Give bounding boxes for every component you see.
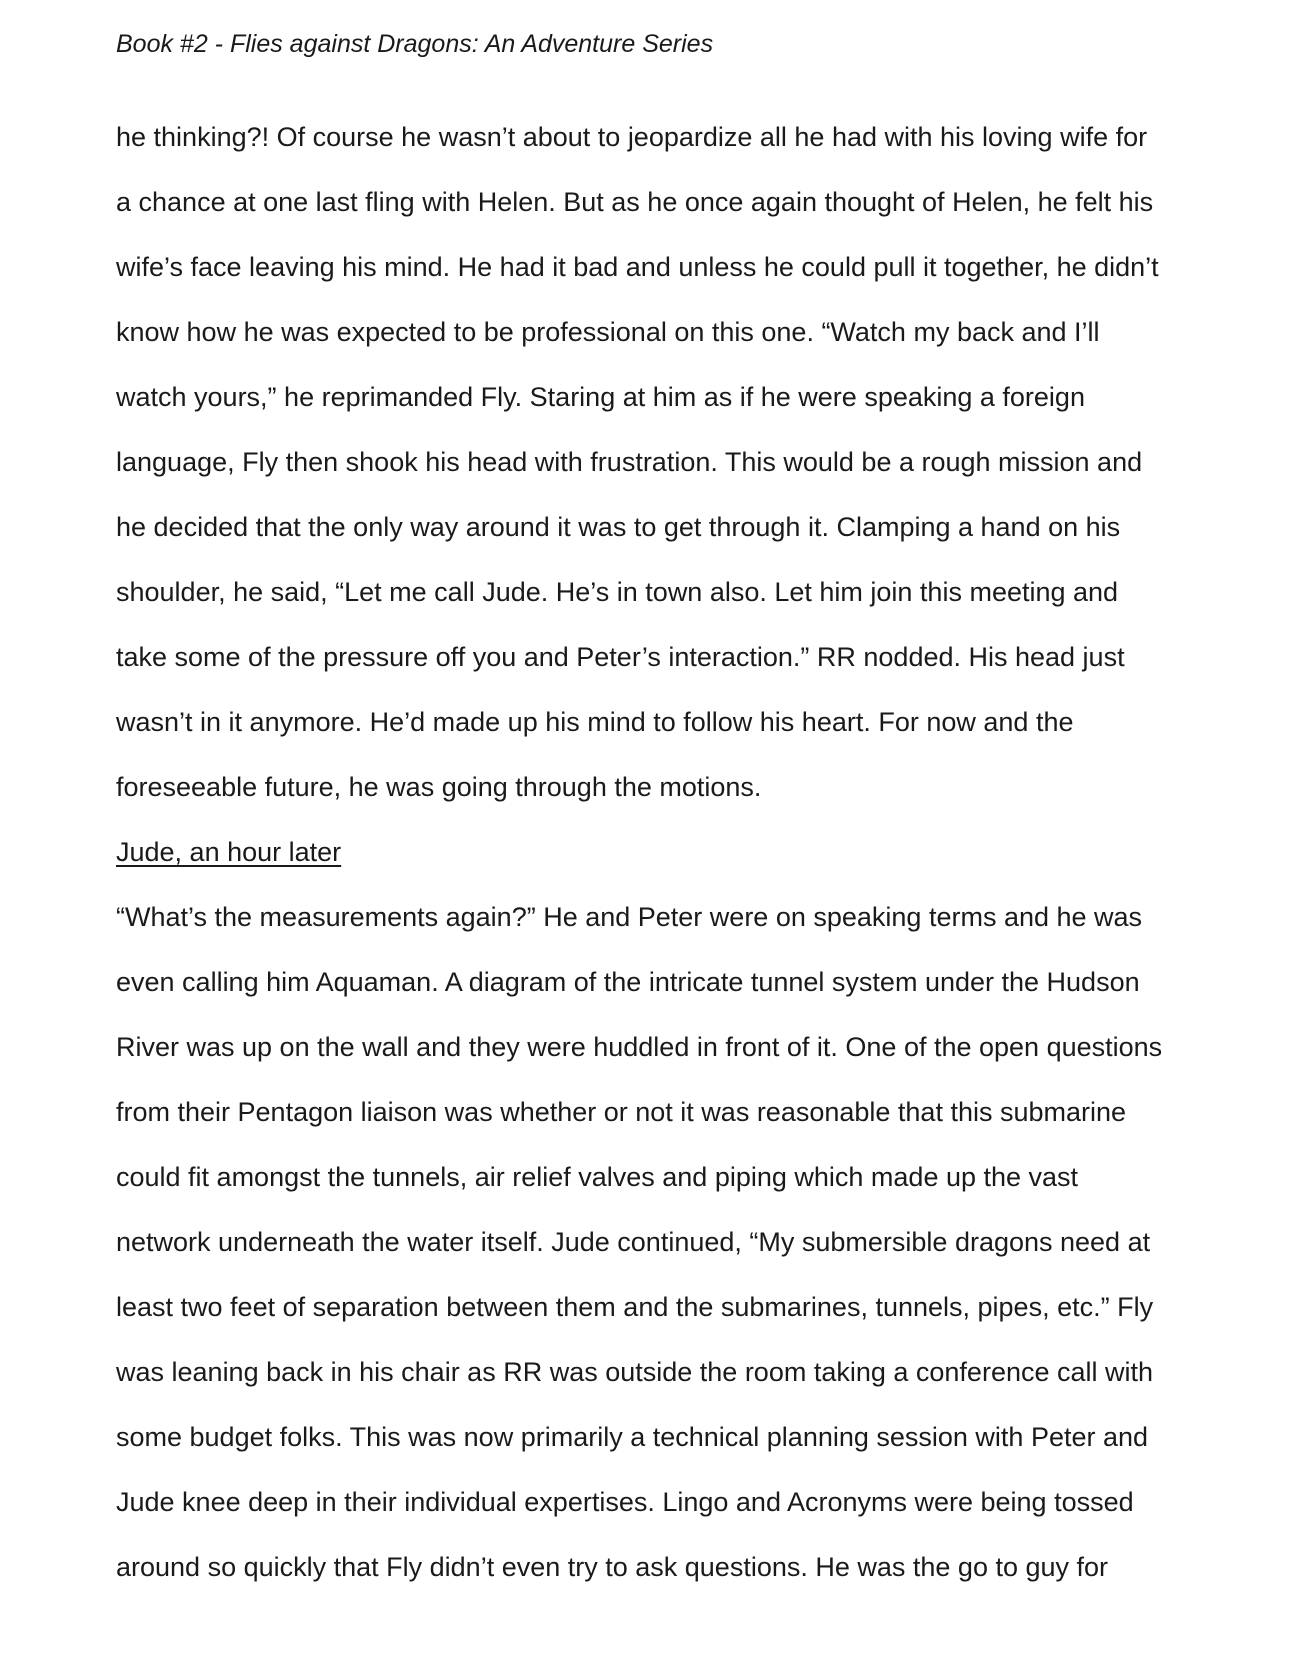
text-line: around so quickly that Fly didn’t even try to ask questions. He was the go to guy for <box>116 1552 1109 1582</box>
text-line: from their Pentagon liaison was whether or not it was reasonable that this submarine <box>116 1097 1127 1127</box>
text-line: language, Fly then shook his head with frustration. This would be a rough mission and <box>116 447 1143 477</box>
text-line: shoulder, he said, “Let me call Jude. He’s in town also. Let him join this meeting and <box>116 577 1119 607</box>
text-line: some budget folks. This was now primarily a technical planning session with Peter and <box>116 1422 1149 1452</box>
text-line: he thinking?! Of course he wasn’t about to jeopardize all he had with his loving wife for <box>116 122 1148 152</box>
text-line: foreseeable future, he was going through the motions. <box>116 772 762 802</box>
text-line: wife’s face leaving his mind. He had it bad and unless he could pull it together, he didn’t <box>116 252 1159 282</box>
text-line: a chance at one last fling with Helen. But as he once again thought of Helen, he felt his <box>116 187 1154 217</box>
text-line: could fit amongst the tunnels, air relief valves and piping which made up the vast <box>116 1162 1079 1192</box>
running-header: Book #2 - Flies against Dragons: An Adventure Series <box>116 30 714 58</box>
text-line: watch yours,” he reprimanded Fly. Staring at him as if he were speaking a foreign <box>116 382 1085 412</box>
text-line: wasn’t in it anymore. He’d made up his mind to follow his heart. For now and the <box>116 707 1074 737</box>
text-line: know how he was expected to be professional on this one. “Watch my back and I’ll <box>116 317 1100 347</box>
text-line: even calling him Aquaman. A diagram of the intricate tunnel system under the Hudson <box>116 967 1140 997</box>
text-line: “What’s the measurements again?” He and Peter were on speaking terms and he was <box>116 902 1143 932</box>
text-line: he decided that the only way around it was to get through it. Clamping a hand on his <box>116 512 1121 542</box>
text-line: Jude knee deep in their individual expertises. Lingo and Acronyms were being tossed <box>116 1487 1134 1517</box>
text-line: was leaning back in his chair as RR was outside the room taking a conference call with <box>116 1357 1154 1387</box>
section-heading <box>116 825 1236 890</box>
body-text <box>116 110 1236 1605</box>
text-line: least two feet of separation between them and the submarines, tunnels, pipes, etc.” Fly <box>116 1292 1154 1322</box>
text-line: take some of the pressure off you and Peter’s interaction.” RR nodded. His head just <box>116 642 1125 672</box>
section-heading-text: Jude, an hour later <box>116 837 342 867</box>
text-line: network underneath the water itself. Jude continued, “My submersible dragons need at <box>116 1227 1151 1257</box>
text-line: River was up on the wall and they were huddled in front of it. One of the open questions <box>116 1032 1163 1062</box>
